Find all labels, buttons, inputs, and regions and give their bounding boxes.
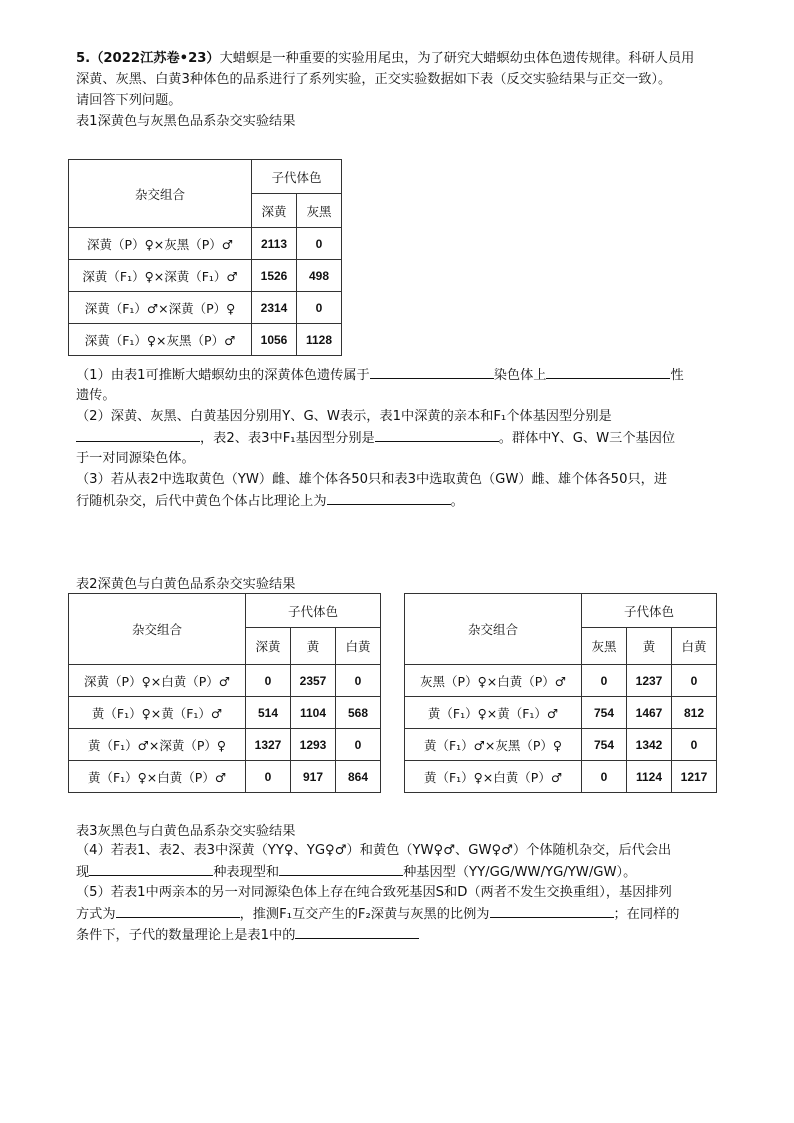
q5-text: ，推测F₁互交产生的F₂深黄与灰黑的比例为 <box>239 907 490 922</box>
q2-line-3: 于一对同源染色体。 <box>76 451 195 466</box>
answer-blank[interactable] <box>490 903 614 918</box>
answer-blank[interactable] <box>76 427 200 442</box>
table-cell: 0 <box>582 761 627 793</box>
table-cell: 0 <box>582 665 627 697</box>
q3-line-1: （3）若从表2中选取黄色（YW）雌、雄个体各50只和表3中选取黄色（GW）雌、雄个体各50只，进 <box>76 472 668 487</box>
table-row <box>405 697 717 729</box>
table-cell: 0 <box>297 292 342 324</box>
q5-text: 条件下，子代的数量理论上是表1中的 <box>76 928 296 943</box>
question-number: 5. <box>76 51 91 66</box>
q5-text: 方式为 <box>76 907 116 922</box>
q4-text: 现 <box>76 865 90 880</box>
intro-line-1: 大蜡螟是一种重要的实验用尾虫，为了研究大蜡螟幼虫体色遗传规律。科研人员用 <box>219 51 695 66</box>
table-row <box>69 761 381 793</box>
answer-blank[interactable] <box>546 364 670 379</box>
table-cell: 1217 <box>672 761 717 793</box>
table-cell: 0 <box>336 729 381 761</box>
table-header-offspring: 子代体色 <box>582 594 717 628</box>
table-row <box>405 761 717 793</box>
table-cell: 514 <box>246 697 291 729</box>
q4-line-1: （4）若表1、表2、表3中深黄（YY♀、YG♀♂）和黄色（YW♀♂、GW♀♂）个体随机杂交，后代会出 <box>76 843 672 858</box>
table3-caption: 表3灰黑色与白黄色品系杂交实验结果 <box>76 824 296 839</box>
table-cell: 0 <box>672 729 717 761</box>
question-source: （2022江苏卷•23） <box>90 51 220 66</box>
answer-blank[interactable] <box>295 924 419 939</box>
table-cell-cross: 深黄（F₁）♀×灰黑（P）♂ <box>69 324 252 356</box>
table-row <box>405 594 717 628</box>
table2-caption: 表2深黄色与白黄色品系杂交实验结果 <box>76 577 296 592</box>
table-column-header: 黄 <box>627 628 672 665</box>
q5-line-1: （5）若表1中两亲本的另一对同源染色体上存在纯合致死基因S和D（两者不发生交换重组），基因排列 <box>76 885 672 900</box>
table-row <box>69 228 342 260</box>
table-cell: 568 <box>336 697 381 729</box>
table-cell: 0 <box>246 761 291 793</box>
table-header-offspring: 子代体色 <box>252 160 342 194</box>
table-cell: 1327 <box>246 729 291 761</box>
table1 <box>68 159 342 356</box>
q1-text: 染色体上 <box>493 368 547 383</box>
q3-text: 行随机杂交，后代中黄色个体占比理论上为 <box>76 494 327 509</box>
table-cell: 0 <box>336 665 381 697</box>
q2-line-2 <box>76 427 726 449</box>
table-cell: 812 <box>672 697 717 729</box>
table-column-header: 白黄 <box>336 628 381 665</box>
table-header-offspring: 子代体色 <box>246 594 381 628</box>
table-row <box>69 260 342 292</box>
table-cell: 0 <box>246 665 291 697</box>
question-intro <box>76 48 726 69</box>
table-cell-cross: 黄（F₁）♀×白黄（P）♂ <box>405 761 582 793</box>
q1-line-1 <box>76 364 726 386</box>
table2 <box>68 593 381 793</box>
table-header-cross: 杂交组合 <box>69 160 252 228</box>
table-cell: 1128 <box>297 324 342 356</box>
q1-text: 性 <box>670 368 684 383</box>
answer-blank[interactable] <box>89 861 213 876</box>
q5-text: ；在同样的 <box>613 907 680 922</box>
table-cell-cross: 黄（F₁）♀×黄（F₁）♂ <box>69 697 246 729</box>
q5-line-3 <box>76 924 726 946</box>
table-row <box>405 665 717 697</box>
table-cell: 1104 <box>291 697 336 729</box>
table-cell: 1237 <box>627 665 672 697</box>
answer-blank[interactable] <box>327 490 451 505</box>
q2-text: ，表2、表3中F₁基因型分别是 <box>200 431 375 446</box>
table1-caption: 表1深黄色与灰黑色品系杂交实验结果 <box>76 114 296 129</box>
table-row <box>69 324 342 356</box>
table-cell: 754 <box>582 697 627 729</box>
table-cell-cross: 深黄（F₁）♂×深黄（P）♀ <box>69 292 252 324</box>
table-row <box>69 665 381 697</box>
answer-blank[interactable] <box>279 861 403 876</box>
table-row <box>69 697 381 729</box>
table-cell: 1293 <box>291 729 336 761</box>
table-cell: 0 <box>672 665 717 697</box>
table-column-header: 深黄 <box>252 194 297 228</box>
table-column-header: 黄 <box>291 628 336 665</box>
q2-line-1: （2）深黄、灰黑、白黄基因分别用Y、G、W表示，表1中深黄的亲本和F₁个体基因型分别是 <box>76 409 612 424</box>
table-cell: 498 <box>297 260 342 292</box>
table-header-cross: 杂交组合 <box>405 594 582 665</box>
table-cell-cross: 黄（F₁）♂×深黄（P）♀ <box>69 729 246 761</box>
table-cell: 1467 <box>627 697 672 729</box>
table-cell-cross: 黄（F₁）♀×黄（F₁）♂ <box>405 697 582 729</box>
table-column-header: 深黄 <box>246 628 291 665</box>
answer-blank[interactable] <box>375 427 499 442</box>
table-row <box>69 594 381 628</box>
q3-line-2 <box>76 490 726 512</box>
table3 <box>404 593 717 793</box>
q4-text: 种基因型（YY/GG/WW/YG/YW/GW）。 <box>403 865 637 880</box>
table-cell-cross: 深黄（P）♀×灰黑（P）♂ <box>69 228 252 260</box>
table-column-header: 灰黑 <box>582 628 627 665</box>
table-row <box>69 292 342 324</box>
table-column-header: 灰黑 <box>297 194 342 228</box>
table-header-cross: 杂交组合 <box>69 594 246 665</box>
table-cell: 2314 <box>252 292 297 324</box>
table-row <box>69 160 342 194</box>
table-cell: 2113 <box>252 228 297 260</box>
table-cell: 917 <box>291 761 336 793</box>
table-cell: 2357 <box>291 665 336 697</box>
table-cell: 754 <box>582 729 627 761</box>
table-cell-cross: 深黄（F₁）♀×深黄（F₁）♂ <box>69 260 252 292</box>
table-column-header: 白黄 <box>672 628 717 665</box>
table-row <box>69 729 381 761</box>
table-cell-cross: 灰黑（P）♀×白黄（P）♂ <box>405 665 582 697</box>
table-cell-cross: 黄（F₁）♀×白黄（P）♂ <box>69 761 246 793</box>
table-row <box>405 729 717 761</box>
answer-blank[interactable] <box>370 364 494 379</box>
table-cell-cross: 黄（F₁）♂×灰黑（P）♀ <box>405 729 582 761</box>
table-cell: 1526 <box>252 260 297 292</box>
table-cell: 1056 <box>252 324 297 356</box>
table-cell: 0 <box>297 228 342 260</box>
q5-line-2 <box>76 903 726 925</box>
table-cell: 1124 <box>627 761 672 793</box>
q4-text: 种表现型和 <box>213 865 280 880</box>
table-cell: 1342 <box>627 729 672 761</box>
q2-text: 。群体中Y、G、W三个基因位 <box>498 431 676 446</box>
intro-line-3: 请回答下列问题。 <box>76 93 182 108</box>
q4-line-2 <box>76 861 726 883</box>
table-cell: 864 <box>336 761 381 793</box>
q3-text: 。 <box>450 494 464 509</box>
q1-line-2: 遗传。 <box>76 388 116 403</box>
table-cell-cross: 深黄（P）♀×白黄（P）♂ <box>69 665 246 697</box>
answer-blank[interactable] <box>116 903 240 918</box>
intro-line-2: 深黄、灰黑、白黄3种体色的品系进行了系列实验，正交实验数据如下表（反交实验结果与正交一致）。 <box>76 72 672 87</box>
q1-text: （1）由表1可推断大蜡螟幼虫的深黄体色遗传属于 <box>76 368 370 383</box>
